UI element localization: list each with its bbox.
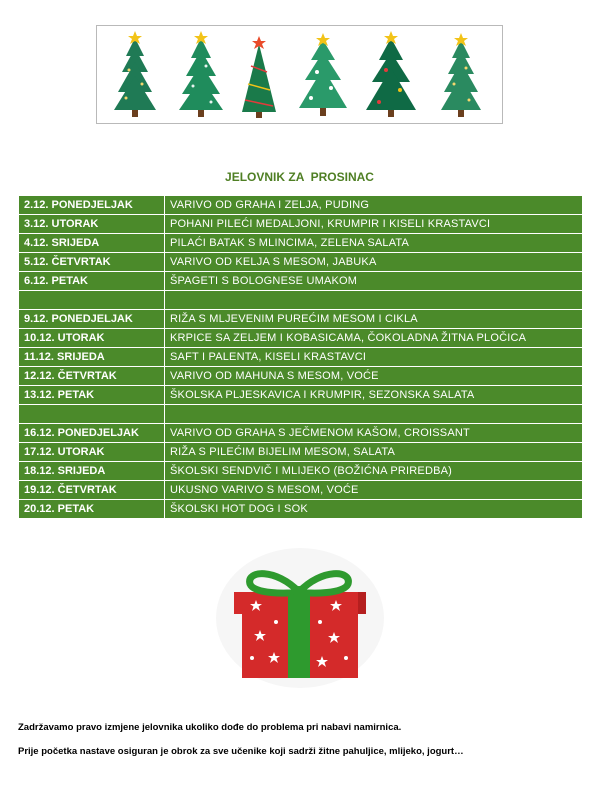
menu-day — [19, 291, 165, 310]
menu-day — [19, 405, 165, 424]
menu-row — [19, 386, 583, 405]
menu-row — [19, 481, 583, 500]
menu-day: 16.12. PONEDJELJAK — [19, 424, 165, 443]
menu-dish: VARIVO OD GRAHA S JEČMENOM KAŠOM, CROISSANT — [165, 424, 583, 443]
tree-row — [97, 26, 504, 125]
gift-icon — [216, 548, 384, 693]
menu-day: 11.12. SRIJEDA — [19, 348, 165, 367]
menu-day: 18.12. SRIJEDA — [19, 462, 165, 481]
menu-row — [19, 310, 583, 329]
menu-dish: VARIVO OD GRAHA I ZELJA, PUDING — [165, 196, 583, 215]
christmas-tree-icon — [366, 31, 416, 117]
christmas-tree-icon — [242, 36, 276, 118]
christmas-tree-banner — [96, 25, 503, 124]
menu-dish: ŠPAGETI S BOLOGNESE UMAKOM — [165, 272, 583, 291]
menu-dish: ŠKOLSKI HOT DOG I SOK — [165, 500, 583, 519]
menu-dish: RIŽA S PILEĆIM BIJELIM MESOM, SALATA — [165, 443, 583, 462]
menu-dish: UKUSNO VARIVO S MESOM, VOĆE — [165, 481, 583, 500]
menu-spacer-row — [19, 405, 583, 424]
menu-dish — [165, 291, 583, 310]
christmas-tree-icon — [179, 31, 223, 117]
menu-dish: ŠKOLSKI SENDVIČ I MLIJEKO (BOŽIĆNA PRIREDBA) — [165, 462, 583, 481]
menu-table-body — [19, 196, 583, 519]
menu-day: 10.12. UTORAK — [19, 329, 165, 348]
note-breakfast: Prije početka nastave osiguran je obrok za sve učenike koji sadrži žitne pahuljice, mlijeko, jogurt… — [18, 746, 464, 757]
menu-row — [19, 462, 583, 481]
menu-day: 20.12. PETAK — [19, 500, 165, 519]
notes — [18, 722, 588, 770]
menu-row — [19, 329, 583, 348]
menu-row — [19, 348, 583, 367]
menu-dish: POHANI PILEĆI MEDALJONI, KRUMPIR I KISELI KRASTAVCI — [165, 215, 583, 234]
menu-dish: VARIVO OD MAHUNA S MESOM, VOĆE — [165, 367, 583, 386]
menu-row — [19, 500, 583, 519]
christmas-tree-icon — [441, 33, 481, 117]
menu-row — [19, 253, 583, 272]
menu-day: 3.12. UTORAK — [19, 215, 165, 234]
menu-day: 12.12. ČETVRTAK — [19, 367, 165, 386]
menu-day: 9.12. PONEDJELJAK — [19, 310, 165, 329]
menu-day: 5.12. ČETVRTAK — [19, 253, 165, 272]
menu-day: 19.12. ČETVRTAK — [19, 481, 165, 500]
menu-row — [19, 424, 583, 443]
menu-row — [19, 443, 583, 462]
menu-row — [19, 367, 583, 386]
note-menu-changes: Zadržavamo pravo izmjene jelovnika ukoliko dođe do problema pri nabavi namirnica. — [18, 722, 402, 733]
menu-dish: VARIVO OD KELJA S MESOM, JABUKA — [165, 253, 583, 272]
menu-day: 17.12. UTORAK — [19, 443, 165, 462]
menu-row — [19, 215, 583, 234]
menu-table — [18, 195, 583, 519]
menu-row — [19, 234, 583, 253]
christmas-tree-icon — [114, 31, 156, 117]
menu-dish: PILAĆI BATAK S MLINCIMA, ZELENA SALATA — [165, 234, 583, 253]
menu-day: 6.12. PETAK — [19, 272, 165, 291]
menu-day: 13.12. PETAK — [19, 386, 165, 405]
menu-dish: ŠKOLSKA PLJESKAVICA I KRUMPIR, SEZONSKA SALATA — [165, 386, 583, 405]
menu-dish — [165, 405, 583, 424]
menu-row — [19, 272, 583, 291]
menu-spacer-row — [19, 291, 583, 310]
menu-row — [19, 196, 583, 215]
menu-day: 2.12. PONEDJELJAK — [19, 196, 165, 215]
menu-day: 4.12. SRIJEDA — [19, 234, 165, 253]
page-title: JELOVNIK ZA PROSINAC — [225, 170, 374, 184]
menu-dish: SAFT I PALENTA, KISELI KRASTAVCI — [165, 348, 583, 367]
menu-dish: KRPICE SA ZELJEM I KOBASICAMA, ČOKOLADNA ŽITNA PLOČICA — [165, 329, 583, 348]
menu-dish: RIŽA S MLJEVENIM PUREĆIM MESOM I CIKLA — [165, 310, 583, 329]
christmas-tree-icon — [299, 33, 347, 116]
